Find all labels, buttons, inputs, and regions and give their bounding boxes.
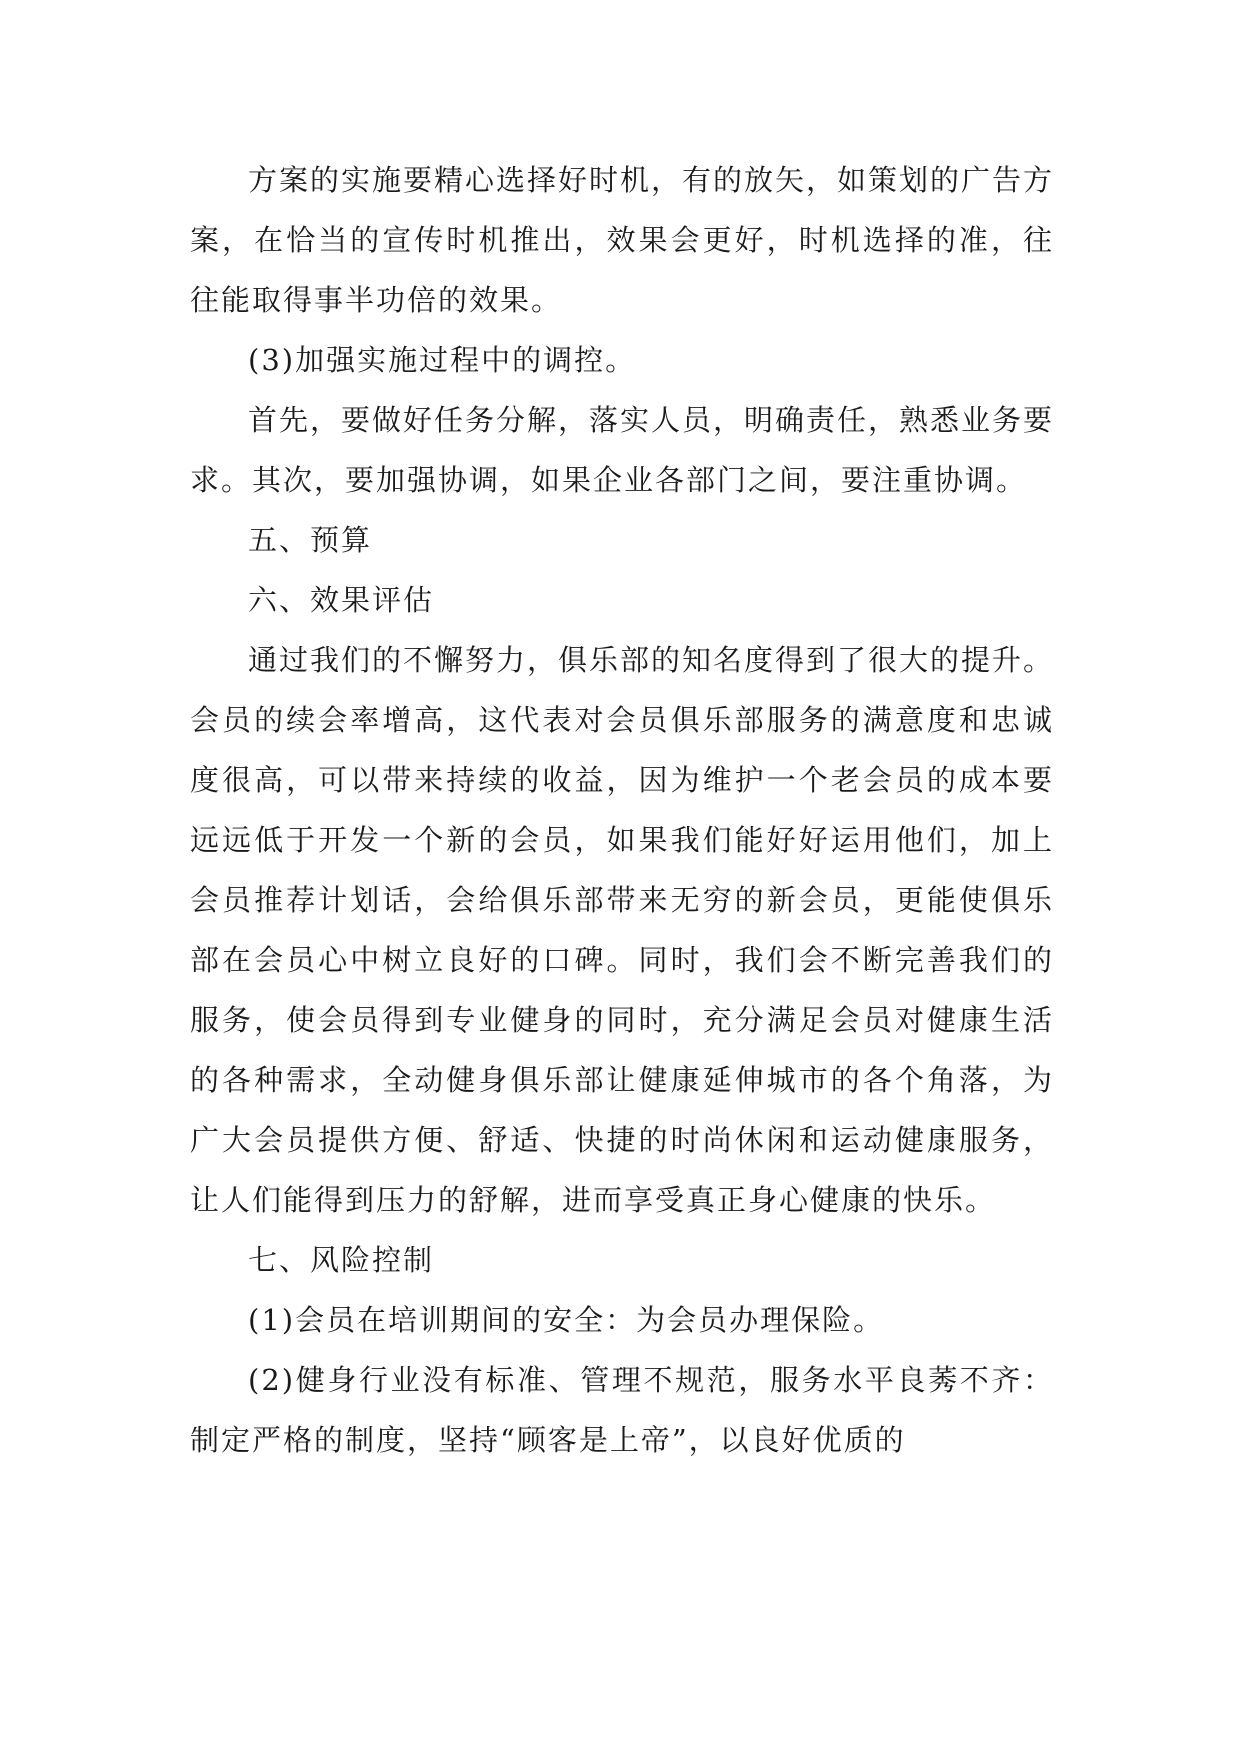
section-heading-risk: 七、风险控制 <box>248 1243 435 1277</box>
paragraph-timing: 方案的实施要精心选择好时机，有的放矢，如策划的广告方案，在恰当的宣传时机推出，效果会更好，时机选择的准，往往能取得事半功倍的效果。 <box>190 163 1055 317</box>
paragraph-risk-1: (1)会员在培训期间的安全：为会员办理保险。 <box>248 1303 885 1337</box>
document-page <box>190 150 1054 1470</box>
section-heading-budget: 五、预算 <box>248 523 373 557</box>
paragraph-control-heading: (3)加强实施过程中的调控。 <box>248 343 637 377</box>
paragraph-risk-2: (2)健身行业没有标准、管理不规范，服务水平良莠不齐：制定严格的制度，坚持“顾客是上帝”，以良好优质的 <box>190 1363 1054 1457</box>
paragraph-task-breakdown: 首先，要做好任务分解，落实人员，明确责任，熟悉业务要求。其次，要加强协调，如果企业各部门之间，要注重协调。 <box>190 403 1055 497</box>
section-heading-evaluation: 六、效果评估 <box>248 583 435 617</box>
paragraph-evaluation: 通过我们的不懈努力，俱乐部的知名度得到了很大的提升。会员的续会率增高，这代表对会员俱乐部服务的满意度和忠诚度很高，可以带来持续的收益，因为维护一个老会员的成本要远远低于开发一个新的会员，如果我们能好好运用他们，加上会员推荐计划话，会给俱乐部带来无穷的新会员，更能使俱乐部在会员心中树立良好的口碑。同时，我们会不断完善我们的服务，使会员得到专业健身的同时，充分满足会员对健康生活的各种需求，全动健身俱乐部让健康延伸城市的各个角落，为广大会员提供方便、舒适、快捷的时尚休闲和运动健康服务，让人们能得到压力的舒解，进而享受真正身心健康的快乐。 <box>190 643 1055 1217</box>
